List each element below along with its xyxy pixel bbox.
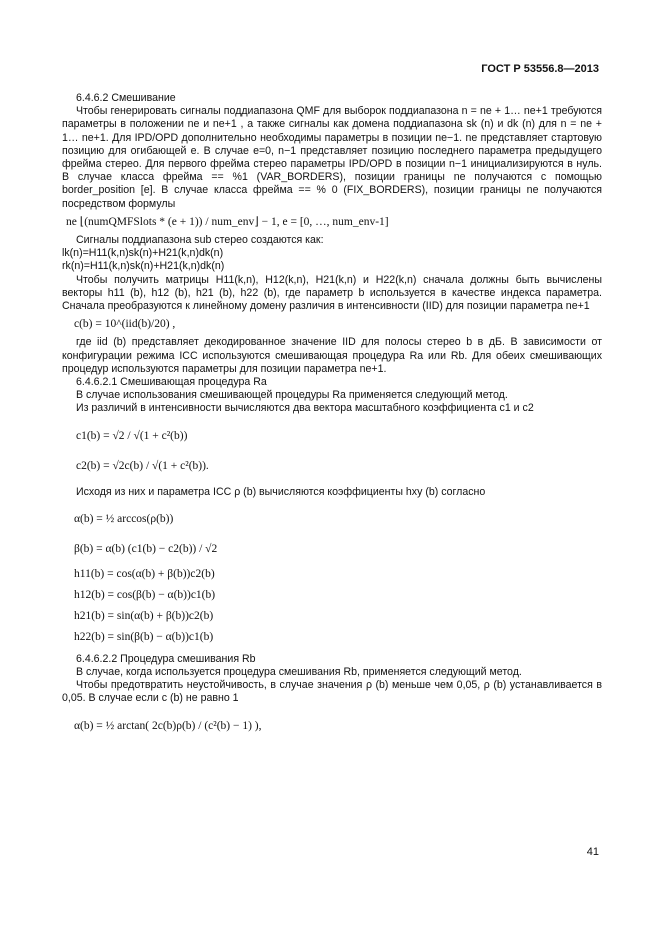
paragraph: Сигналы поддиапазона sub стерео создаются как: [76, 234, 324, 247]
formula-h22: h22(b) = sin(β(b) − α(b))c1(b) [74, 630, 214, 643]
paragraph: В случае, когда используется процедура смешивания Rb, применяется следующий метод. [76, 666, 522, 679]
formula-alpha-b: α(b) = ½ arctan( 2c(b)ρ(b) / (c²(b) − 1) ), [74, 719, 262, 732]
paragraph: Чтобы предотвратить неустойчивость, в случае значения ρ (b) меньше чем 0,05, ρ (b) устанавливается в 0,05. В случае если c (b) не равно 1 [62, 679, 602, 705]
page-body [62, 92, 602, 741]
document-code: ГОСТ Р 53556.8—2013 [481, 63, 599, 75]
paragraph: где iid (b) представляет декодированное значение IID для полосы стерео b в дБ. В зависимости от конфигурации режима ICC используются смешивающая процедура Ra или Rb. Для обеих смешивающих процедур используются параметры для позиции параметра ne+1. [62, 336, 602, 375]
formula-h11: h11(b) = cos(α(b) + β(b))c2(b) [74, 567, 215, 580]
page-number: 41 [586, 846, 599, 858]
paragraph: Исходя из них и параметра ICC ρ (b) вычисляются коэффициенты hxy (b) согласно [76, 485, 486, 498]
formula-l: lk(n)=H11(k,n)sk(n)+H21(k,n)dk(n) [62, 247, 224, 260]
formula-beta: β(b) = α(b) (c1(b) − c2(b)) / √2 [74, 542, 218, 555]
formula-h21: h21(b) = sin(α(b) + β(b))c2(b) [74, 609, 214, 622]
formula-c1: c1(b) = √2 / √(1 + c²(b)) [76, 429, 188, 442]
paragraph: В случае использования смешивающей процедуры Ra применяется следующий метод. [76, 389, 508, 402]
formula-c: c(b) = 10^(iid(b)/20) , [74, 318, 176, 331]
section-title-6462: 6.4.6.2 Смешивание [76, 92, 176, 104]
formula-c2: c2(b) = √2c(b) / √(1 + c²(b)). [76, 459, 209, 472]
formula-h12: h12(b) = cos(β(b) − α(b))c1(b) [74, 588, 216, 601]
paragraph: Чтобы получить матрицы H11(k,n), H12(k,n), H21(k,n) и H22(k,n) сначала должны быть вычислены векторы h11 (b), h12 (b), h21 (b), h22 (b), где параметр b используется в качестве индекса параметра. Сначала преобразуются к линейному домену различия в интенсивности (IID) для позиции параметра ne+1 [62, 273, 602, 313]
paragraph: Чтобы генерировать сигналы поддиапазона QMF для выборок поддиапазона n = ne + 1… ne+1 требуются параметры в положении ne и ne+1 , а также сигналы как домена поддиапазона sk (n) и dk (n) для n = ne + 1… ne+1. Для IPD/OPD дополнительно необходимы параметры в позиции ne−1. ne представляет стартовую позицию для огибающей e. В случае e=0, n−1 представляет позицию последнего параметра предыдущего фрейма стерео. Для первого фрейма стерео параметры IPD/OPD в позиции n−1 инициализируются в нуль. В случае класса фрейма == %1 (VAR_BORDERS), позиции границы ne получаются с помощью border_position [e]. В случае класса фрейма == % 0 (FIX_BORDERS), позиции границы ne получаются посредством формулы [62, 105, 602, 210]
paragraph: Из различий в интенсивности вычисляются два вектора масштабного коэффициента c1 и c2 [76, 402, 534, 415]
formula-alpha: α(b) = ½ arccos(ρ(b)) [74, 512, 174, 525]
section-title-64622: 6.4.6.2.2 Процедура смешивания Rb [76, 652, 256, 665]
formula-r: rk(n)=H11(k,n)sk(n)+H21(k,n)dk(n) [62, 260, 225, 273]
formula-ne: ne ⌊(numQMFSlots * (e + 1)) / num_env⌋ − 1, e = [0, …, num_env-1] [66, 215, 389, 228]
section-title-64621: 6.4.6.2.1 Смешивающая процедура Ra [76, 376, 267, 389]
